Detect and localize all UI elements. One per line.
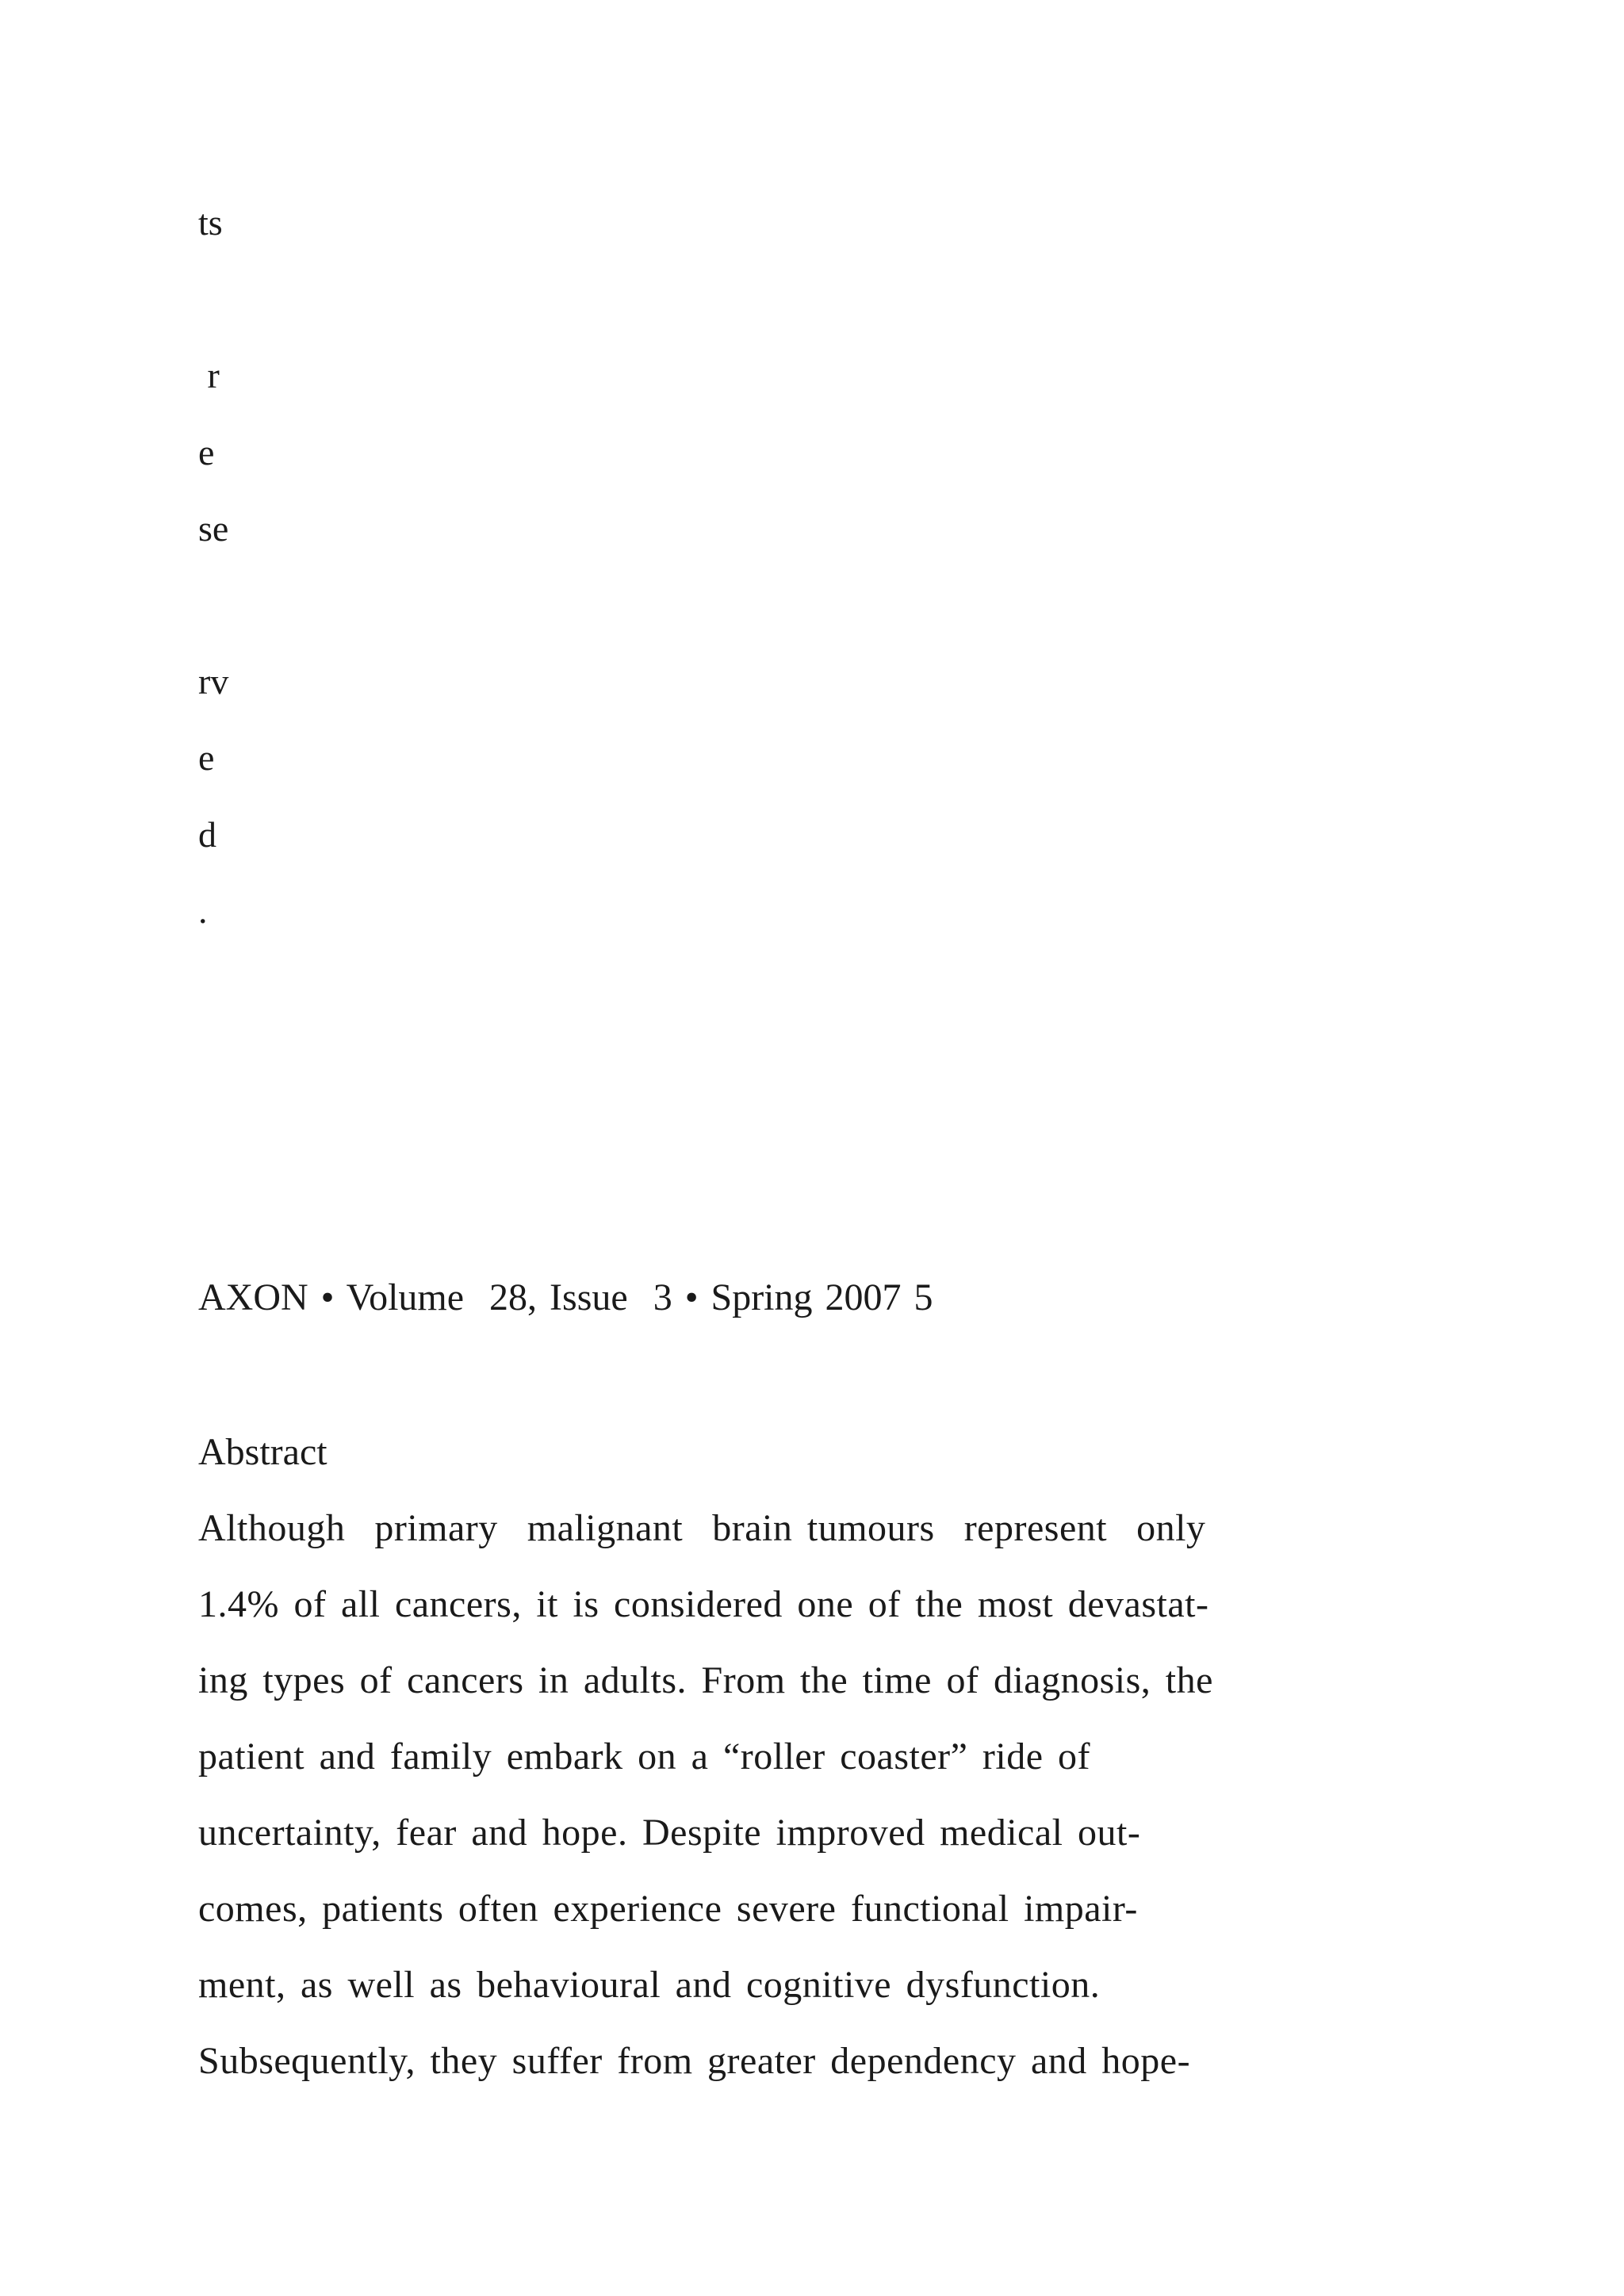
abstract-line: patient and family embark on a “roller coaster” ride of bbox=[198, 1735, 1091, 1777]
abstract-line: ment, as well as behavioural and cognitive dysfunction. bbox=[198, 1964, 1101, 2006]
abstract-line: ing types of cancers in adults. From the time of diagnosis, the bbox=[198, 1659, 1213, 1701]
abstract-line: Subsequently, they suffer from greater dependency and hope- bbox=[198, 2040, 1191, 2082]
margin-fragment: d bbox=[198, 814, 216, 855]
margin-fragment: e bbox=[198, 737, 215, 778]
running-head: AXON • Volume 28, Issue 3 • Spring 2007 5 bbox=[198, 1276, 933, 1318]
margin-fragment: rv bbox=[198, 661, 229, 702]
margin-fragment: . bbox=[198, 890, 208, 931]
margin-fragment: ts bbox=[198, 202, 223, 243]
margin-fragment: e bbox=[198, 432, 215, 473]
abstract-line: Although primary malignant brain tumours represent only bbox=[198, 1507, 1206, 1549]
abstract-heading: Abstract bbox=[198, 1431, 327, 1473]
abstract-body bbox=[198, 1507, 1435, 2118]
abstract-line: uncertainty, fear and hope. Despite improved medical out- bbox=[198, 1812, 1141, 1854]
margin-fragment: r bbox=[198, 355, 220, 396]
abstract-line: comes, patients often experience severe functional impair- bbox=[198, 1888, 1138, 1930]
margin-fragment: se bbox=[198, 508, 229, 549]
abstract-line: 1.4% of all cancers, it is considered one of the most devastat- bbox=[198, 1583, 1209, 1625]
